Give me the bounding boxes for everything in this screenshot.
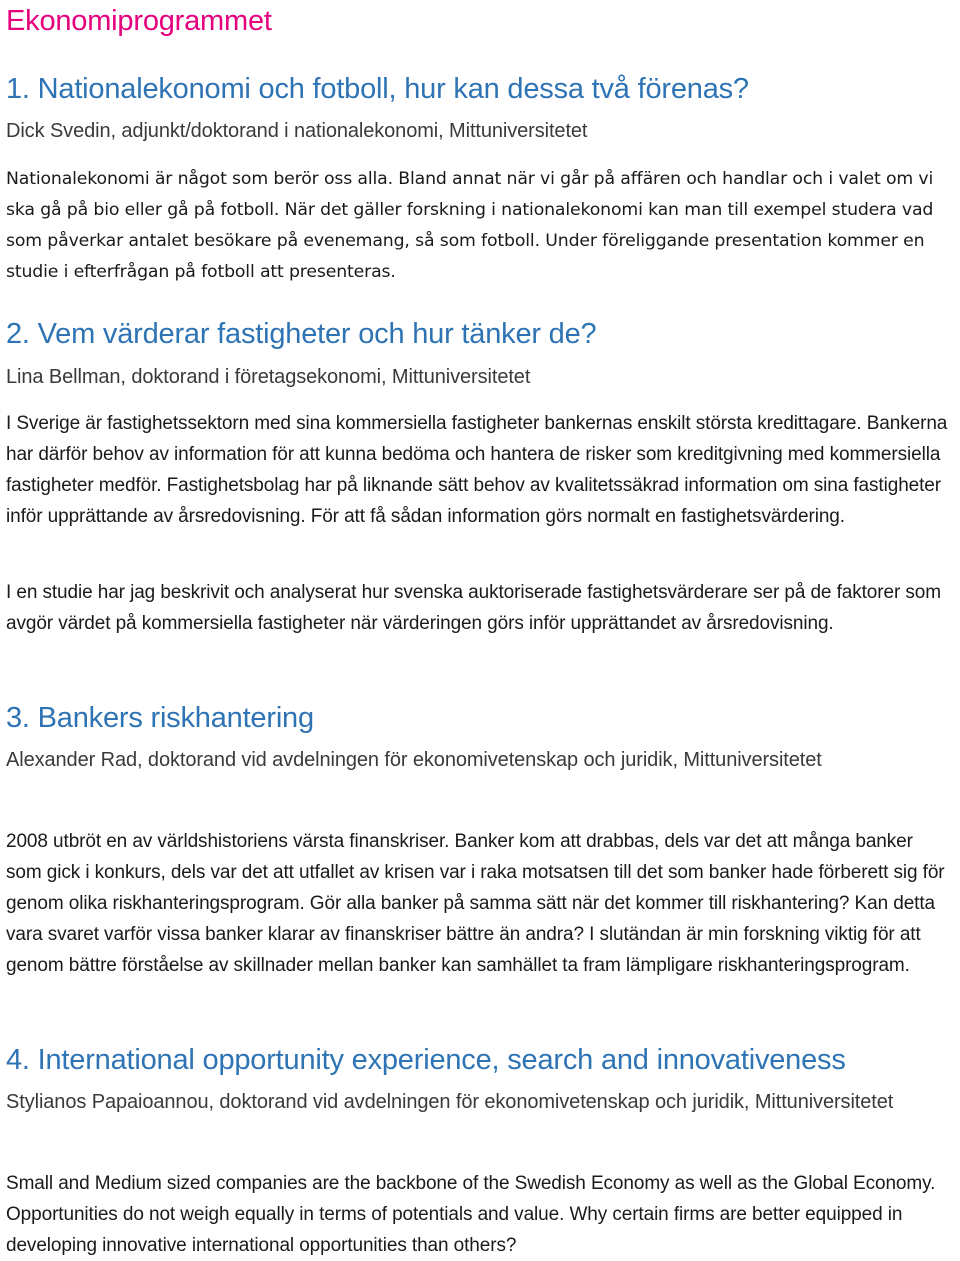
document-page [6,0,956,1256]
section-heading-3: 3. Bankers riskhantering [6,702,314,734]
section-heading-2: 2. Vem värderar fastigheter och hur tänker de? [6,318,597,350]
section-heading-4: 4. International opportunity experience, search and innovativeness [6,1044,846,1076]
section-paragraph: Nationalekonomi är något som berör oss alla. Bland annat när vi går på affären och handlar och i valet om vi ska gå på bio eller gå på fotboll. När det gäller forskning i nationalekonomi kan man till exempel studera vad som påverkar antalet besökare på evenemang, så som fotboll. Under föreliggande presentation kommer en studie i efterfrågan på fotboll att presenteras. [6,169,934,282]
section-byline-3: Alexander Rad, doktorand vid avdelningen för ekonomivetenskap och juridik, Mittuniversitetet [6,749,822,771]
section-paragraph: 2008 utbröt en av världshistoriens värsta finanskriser. Banker kom att drabbas, dels var det att många banker som gick i konkurs, dels var det att utfallet av krisen var i raka motsatsen till det som banker hade förberett sig för genom olika riskhanteringsprogram. Gör alla banker på samma sätt när det kommer till riskhantering? Kan detta vara svaret varför vissa banker klarar av finanskriser bättre än andra? I slutändan är min forskning viktig för att genom bättre förståelse av skillnader mellan banker kan samhället ta fram lämpligare riskhanteringsprogram. [6,831,945,976]
section-byline-4: Stylianos Papaioannou, doktorand vid avdelningen för ekonomivetenskap och juridik, Mittuniversitetet [6,1091,894,1113]
section-paragraph: I en studie har jag beskrivit och analyserat hur svenska auktoriserade fastighetsvärderare ser på de faktorer som avgör värdet på kommersiella fastigheter när värderingen görs inför upprättandet av årsredovisning. [6,582,941,634]
section-heading-1: 1. Nationalekonomi och fotboll, hur kan dessa två förenas? [6,73,749,105]
section-byline-2: Lina Bellman, doktorand i företagsekonomi, Mittuniversitetet [6,366,531,388]
document-title: Ekonomiprogrammet [6,5,272,37]
section-paragraph: I Sverige är fastighetssektorn med sina kommersiella fastigheter bankernas enskilt största kredittagare. Bankerna har därför behov av information för att kunna bedöma och hantera de risker som kreditgivning med kommersiella fastigheter medför. Fastighetsbolag har på liknande sätt behov av kvalitetssäkrad information om sina fastigheter inför upprättande av årsredovisning. För att få sådan information görs normalt en fastighetsvärdering. [6,413,948,527]
section-paragraph: Small and Medium sized companies are the backbone of the Swedish Economy as well as the Global Economy. Opportunities do not weigh equally in terms of potentials and value. Why certain firms are better equipped in developing innovative international opportunities than others? [6,1173,936,1256]
section-byline-1: Dick Svedin, adjunkt/doktorand i nationalekonomi, Mittuniversitetet [6,120,588,142]
